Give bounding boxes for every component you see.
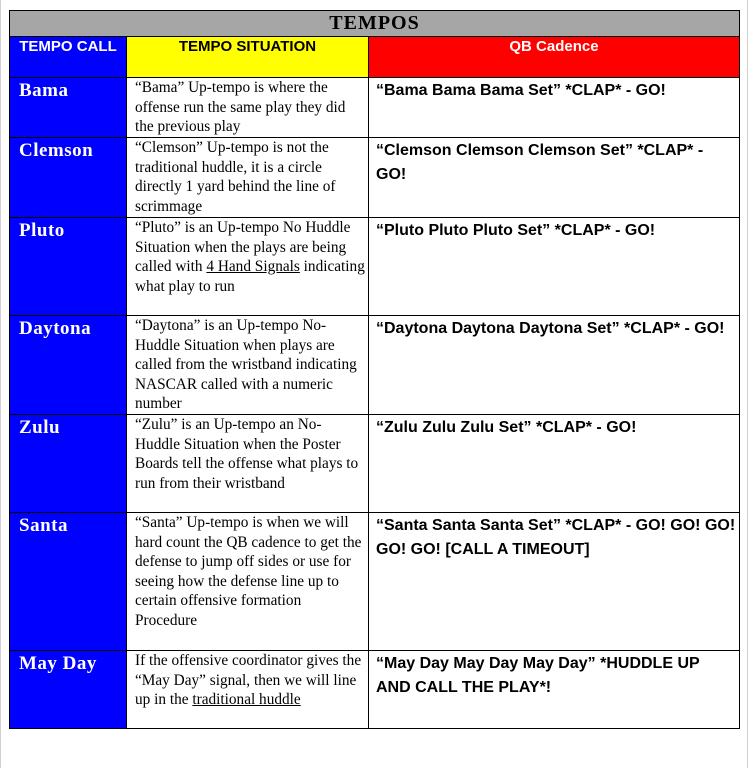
qb-cadence-pluto: “Pluto Pluto Pluto Set” *CLAP* - GO! <box>369 218 740 316</box>
tempo-situation-clemson: “Clemson” Up-tempo is not the traditional huddle, it is a circle directly 1 yard behind the line of scrimmage <box>127 138 369 218</box>
table-row <box>10 218 740 316</box>
tempo-call-bama: Bama <box>10 78 127 138</box>
situation-text: If the offensive coordinator gives the “May Day” signal, then we will line up in the <box>135 651 362 709</box>
qb-cadence-clemson: “Clemson Clemson Clemson Set” *CLAP* - GO! <box>369 138 740 218</box>
tempo-situation-zulu: “Zulu” is an Up-tempo an No-Huddle Situation when the Poster Boards tell the offense what plays to run from their wristband <box>127 414 369 512</box>
qb-cadence-may-day: “May Day May Day May Day” *HUDDLE UP AND CALL THE PLAY*! <box>369 650 740 728</box>
tempo-call-may-day: May Day <box>10 650 127 728</box>
qb-cadence-santa: “Santa Santa Santa Set” *CLAP* - GO! GO! GO! GO! GO! [CALL A TIMEOUT] <box>369 512 740 650</box>
table-row <box>10 316 740 415</box>
table-row <box>10 650 740 728</box>
table-row <box>10 512 740 650</box>
qb-cadence-daytona: “Daytona Daytona Daytona Set” *CLAP* - GO! <box>369 316 740 415</box>
tempo-call-clemson: Clemson <box>10 138 127 218</box>
situation-underlined-text: 4 Hand Signals <box>206 258 300 276</box>
qb-cadence-zulu: “Zulu Zulu Zulu Set” *CLAP* - GO! <box>369 414 740 512</box>
situation-text: indicating what play to run <box>135 258 365 295</box>
tempo-situation-pluto <box>127 218 369 316</box>
tempo-situation-santa: “Santa” Up-tempo is when we will hard count the QB cadence to get the defense to jump off sides or use for seeing how the defense line up to certain offensive formation Procedure <box>127 512 369 650</box>
page-edge-left <box>0 0 1 768</box>
table-row <box>10 78 740 138</box>
column-header-tempo-call: TEMPO CALL <box>10 37 127 78</box>
tempo-situation-bama: “Bama” Up-tempo is where the offense run the same play they did the previous play <box>127 78 369 138</box>
tempo-situation-may-day <box>127 650 369 728</box>
situation-underlined-text: traditional huddle <box>192 691 301 709</box>
header-row <box>10 37 740 78</box>
column-header-qb-cadence: QB Cadence <box>369 37 740 78</box>
tempo-call-zulu: Zulu <box>10 414 127 512</box>
tempo-situation-daytona: “Daytona” is an Up-tempo No-Huddle Situation when plays are called from the wristband indicating NASCAR called with a numeric number <box>127 316 369 415</box>
tempo-call-pluto: Pluto <box>10 218 127 316</box>
tempo-call-daytona: Daytona <box>10 316 127 415</box>
situation-text: “Pluto” is an Up-tempo No Huddle Situation when the plays are being called with <box>135 219 351 276</box>
table-row <box>10 138 740 218</box>
tempos-table <box>9 10 740 729</box>
qb-cadence-bama: “Bama Bama Bama Set” *CLAP* - GO! <box>369 78 740 138</box>
tempo-call-santa: Santa <box>10 512 127 650</box>
column-header-tempo-situation: TEMPO SITUATION <box>127 37 369 78</box>
table-title: TEMPOS <box>10 11 740 37</box>
table-row <box>10 414 740 512</box>
page-edge-right <box>747 0 748 768</box>
title-row <box>10 11 740 37</box>
